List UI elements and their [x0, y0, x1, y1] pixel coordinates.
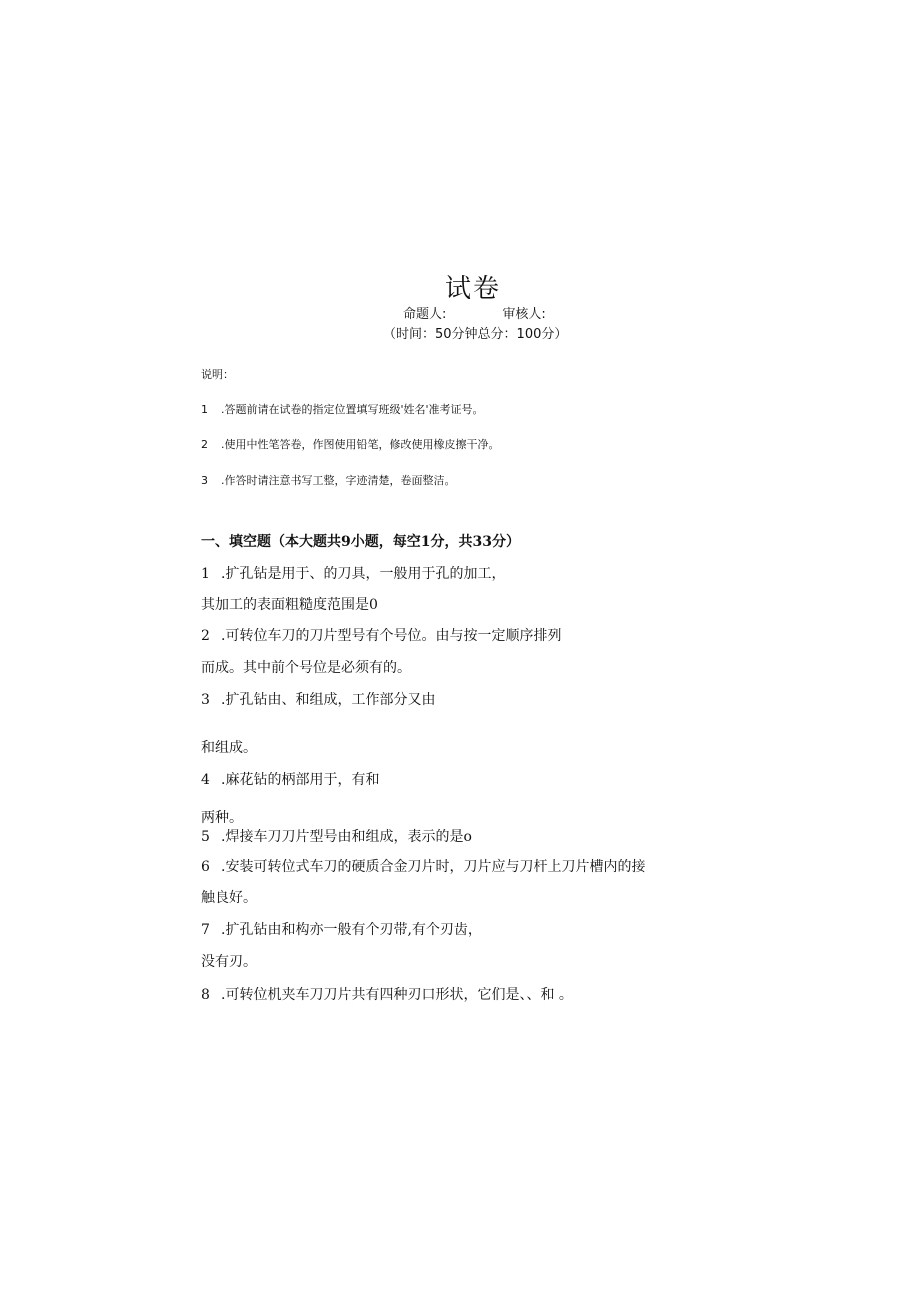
question-text: .焊接车刀刀片型号由和组成，表示的是o: [221, 829, 472, 845]
question-line: [201, 594, 378, 614]
question-text: .可转位机夹车刀刀片共有四种刃口形状，它们是、、和 。: [221, 987, 573, 1003]
question-line: [201, 737, 257, 757]
question-line: [201, 563, 505, 583]
page-title: 试卷: [444, 274, 501, 304]
question-number: 1: [201, 566, 210, 582]
note-number: 1: [201, 403, 208, 416]
question-text: .安装可转位式车刀的硬质合金刀片时，刀片应与刀杆上刀片槽内的接: [221, 859, 646, 875]
question-line: [201, 625, 561, 645]
time-info: （时间：50分钟总分：100分）: [383, 327, 568, 342]
notes-label: 说明：: [201, 368, 234, 381]
question-text: .扩孔钻由和构亦一般有个刃带,有个刃齿，: [221, 922, 482, 938]
author-label: 命题人:: [403, 307, 447, 322]
question-text: 其加工的表面粗糙度范围是0: [201, 597, 378, 613]
note-item: [201, 401, 484, 417]
question-line: [201, 657, 411, 677]
question-number: 5: [201, 829, 210, 845]
question-line: [201, 951, 257, 971]
note-item: [201, 436, 500, 452]
question-text: .麻花钻的柄部用于，有和: [221, 772, 380, 788]
question-line: [201, 826, 472, 846]
question-text: 两种。: [201, 810, 243, 826]
reviewer-label: 审核人:: [502, 307, 546, 322]
question-text: 和组成。: [201, 740, 257, 756]
question-line: [201, 919, 482, 939]
question-text: 而成。其中前个号位是必须有的。: [201, 660, 411, 676]
question-line: [201, 887, 257, 907]
question-line: [201, 807, 243, 827]
question-number: 4: [201, 772, 210, 788]
section-heading: 一、填空题（本大题共9小题，每空1分，共33分）: [201, 534, 520, 550]
note-text: .答题前请在试卷的指定位置填写班级'姓名'准考证号。: [221, 403, 484, 416]
question-text: 触良好。: [201, 890, 257, 906]
note-text: .使用中性笔答卷，作图使用铅笔，修改使用橡皮擦干净。: [221, 438, 500, 451]
question-text: .扩孔钻由、和组成，工作部分又由: [221, 692, 436, 708]
question-text: .扩孔钻是用于、的刀具，一般用于孔的加工，: [221, 566, 506, 582]
question-text: 没有刃。: [201, 954, 257, 970]
question-line: [201, 769, 379, 789]
question-number: 6: [201, 859, 210, 875]
note-number: 3: [201, 474, 208, 487]
question-number: 7: [201, 922, 210, 938]
note-text: .作答时请注意书写工整，字迹清楚，卷面整洁。: [221, 474, 456, 487]
note-item: [201, 472, 456, 488]
question-line: [201, 689, 435, 709]
question-line: [201, 984, 573, 1004]
question-number: 8: [201, 987, 210, 1003]
question-number: 3: [201, 692, 210, 708]
question-number: 2: [201, 628, 210, 644]
question-text: .可转位车刀的刀片型号有个号位。由与按一定顺序排列: [221, 628, 562, 644]
question-line: [201, 856, 645, 876]
note-number: 2: [201, 438, 208, 451]
author-reviewer-line: [403, 303, 546, 322]
